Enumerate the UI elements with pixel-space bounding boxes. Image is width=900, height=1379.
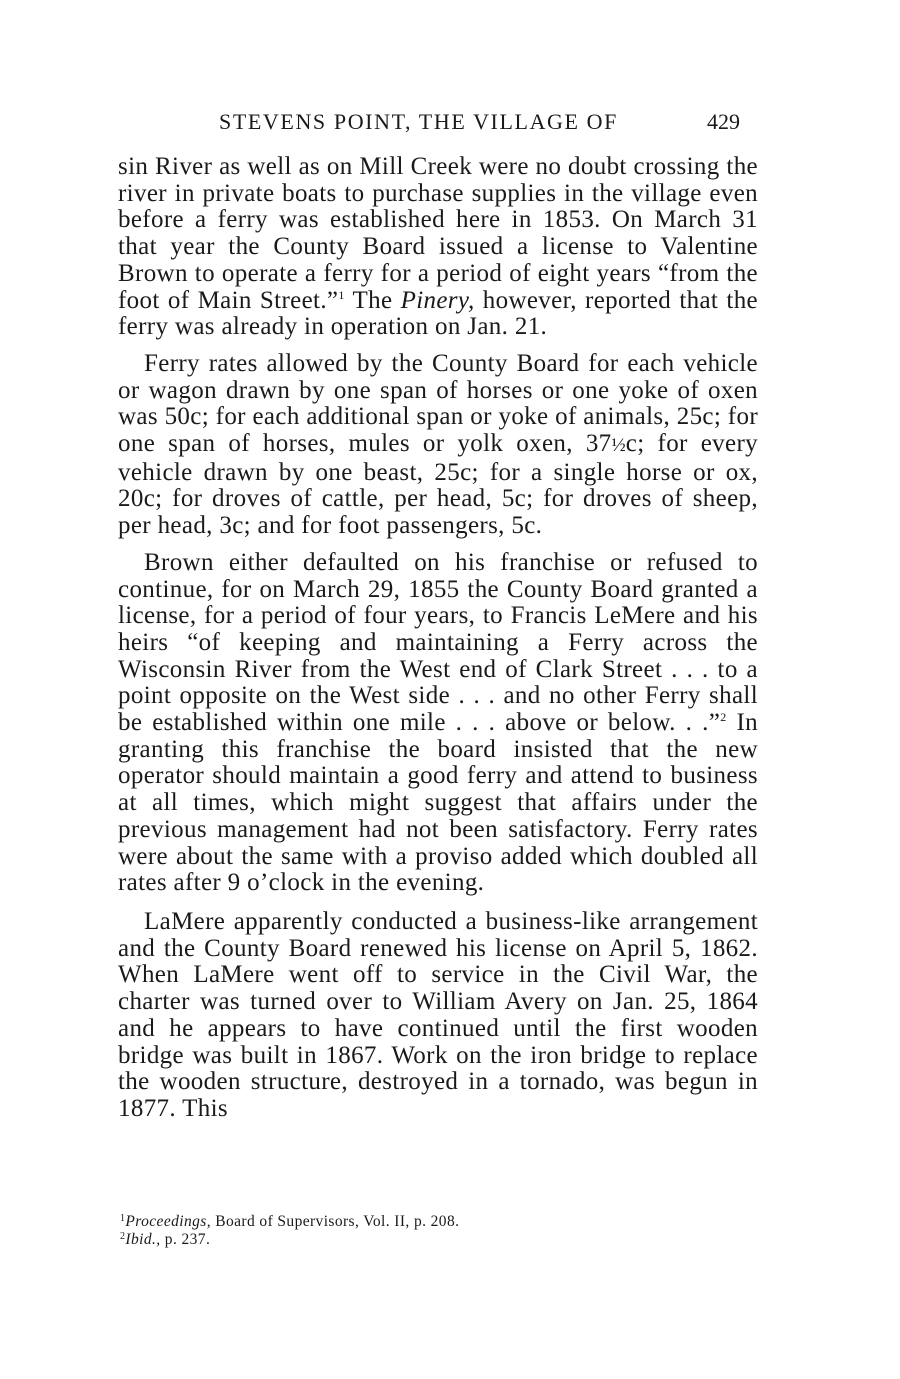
footnote-ref-2: 2 xyxy=(720,710,727,725)
footnote-text: p. 237. xyxy=(160,1231,211,1248)
footnote-marker: 1 xyxy=(120,1213,126,1224)
running-title: STEVENS POINT, THE VILLAGE OF xyxy=(219,109,619,134)
footnote-title: Ibid., xyxy=(125,1231,161,1248)
footnotes xyxy=(120,1213,720,1249)
paragraph-2-text-2: c; for every vehicle drawn by one beast, 25c; for a single horse or ox, 20c; for droves of cattle, per head, 5c; for droves of sheep, per head, 3c; and for foot passengers, 5c. xyxy=(118,430,758,540)
paragraph-1-text-2: The xyxy=(344,286,401,314)
footnote-title: Proceedings, xyxy=(125,1213,211,1230)
footnote-ref-1: 1 xyxy=(338,287,345,302)
footnote-1 xyxy=(120,1213,720,1231)
page-number: 429 xyxy=(707,109,740,134)
paragraph-4-text: LaMere apparently conducted a business-like arrangement and the County Board renewed his license on April 5, 1862. When LaMere went off to service in the Civil War, the charter was turned over to William Avery on Jan. 25, 1864 and he appears to have continued until the first wooden bridge was built in 1867. Work on the iron bridge to replace the wooden structure, destroyed in a tornado, was begun in 1877. This xyxy=(118,907,758,1122)
paragraph-3-text: Brown either defaulted on his franchise or refused to continue, for on March 29, 1855 the County Board granted a license, for a period of four years, to Francis LeMere and his heirs “of keeping and maintaining a Ferry across the Wisconsin River from the West end of Clark Street . . . to a point opposite on the West side . . . and no other Ferry shall be established within one mile . . . above or below. . .” xyxy=(118,548,758,737)
paragraph-2 xyxy=(118,351,758,540)
paragraph-3-text-2: In granting this franchise the board insisted that the new operator should maintain a good ferry and attend to business at all times, which might suggest that affairs under the previous management had not been satisfactory. Ferry rates were about the same with a proviso added which doubled all rates after 9 o’clock in the evening. xyxy=(118,709,758,897)
paragraph-1-text-3: however, reported that the ferry was already in operation on Jan. 21. xyxy=(118,286,758,341)
paragraph-3 xyxy=(118,550,758,897)
paragraph-2-text: Ferry rates allowed by the County Board for each vehicle or wagon drawn by one span of horses or one yoke of oxen was 50c; for each additional span or yoke of animals, 25c; for one span of horses, mules or yolk oxen, 37 xyxy=(118,349,758,458)
one-half-fraction: ½ xyxy=(611,435,626,457)
pinery-title: Pinery, xyxy=(400,286,475,314)
running-head xyxy=(0,104,900,140)
paragraph-4 xyxy=(118,909,758,1123)
paragraph-1-text: sin River as well as on Mill Creek were no doubt crossing the river in private boats to purchase supplies in the village even before a ferry was established here in 1853. On March 31 that year the County Board issued a license to Valentine Brown to operate a ferry for a period of eight years “from the foot of Main Street.” xyxy=(118,153,758,314)
footnote-marker: 2 xyxy=(120,1231,126,1242)
footnote-text: Board of Supervisors, Vol. II, p. 208. xyxy=(210,1213,460,1230)
footnote-2 xyxy=(120,1231,720,1249)
paragraph-1 xyxy=(118,154,758,341)
body-text xyxy=(118,154,758,1123)
